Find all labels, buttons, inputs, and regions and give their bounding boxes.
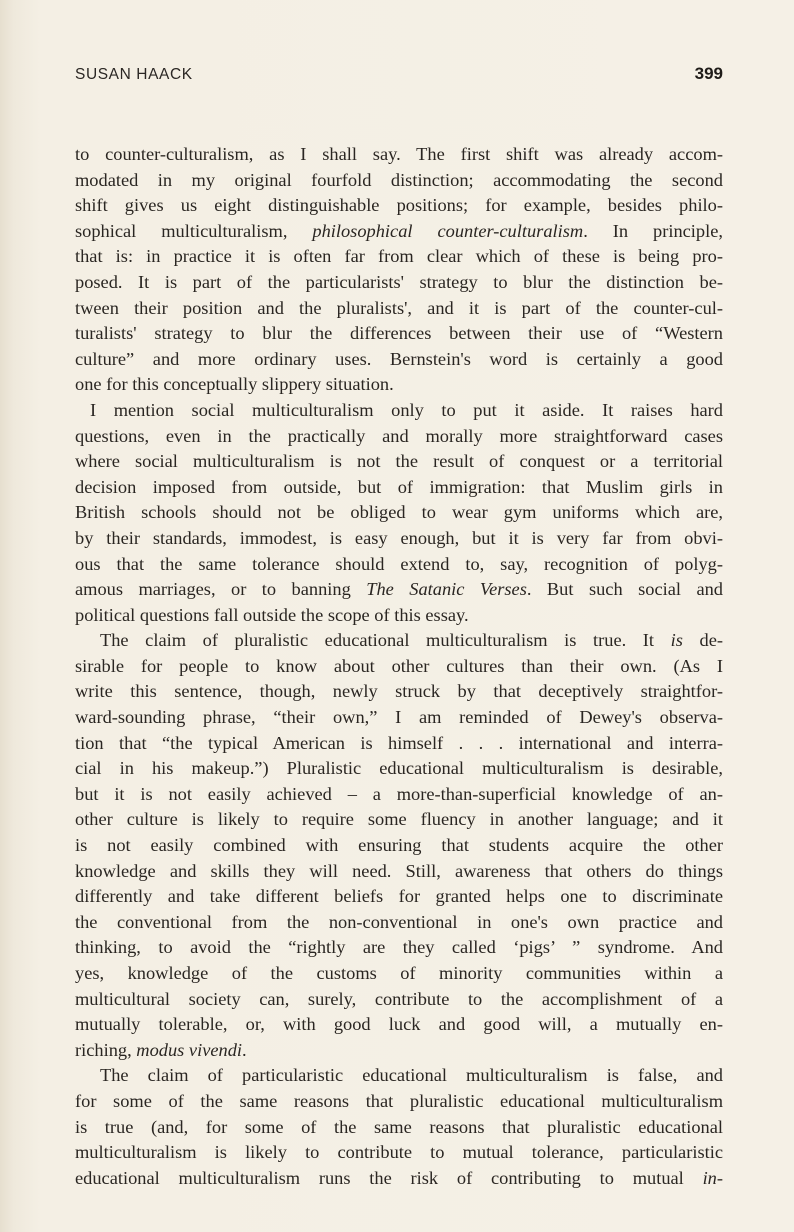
- text-line: yes, knowledge of the customs of minority communities within a: [75, 963, 723, 983]
- italic-hyphenated-word: in-: [702, 1167, 723, 1188]
- text-line: ward-sounding phrase, “their own,” I am reminded of Dewey's observa-: [75, 707, 723, 728]
- text-line: other culture is likely to require some fluency in another language; and it: [75, 809, 723, 830]
- text-run: . In principle,: [583, 220, 723, 241]
- text-line: write this sentence, though, newly struck by that deceptively straightfor-: [75, 681, 723, 702]
- text-run: riching,: [75, 1039, 137, 1060]
- text-line: knowledge and skills they will need. Still, awareness that others do things: [75, 860, 723, 881]
- text-line: British schools should not be obliged to wear gym uniforms which are,: [75, 502, 723, 523]
- italic-title: The Satanic Verses: [366, 579, 527, 600]
- text-line: but it is not easily achieved – a more-than-superficial knowledge of an-: [75, 783, 723, 804]
- text-line: by their standards, immodest, is easy enough, but it is very far from obvi-: [75, 527, 723, 548]
- text-run: . But such social and: [526, 579, 723, 600]
- text-line: where social multiculturalism is not the result of conquest or a territorial: [75, 451, 723, 472]
- running-head-author: SUSAN HAACK: [75, 66, 193, 83]
- text-line: one for this conceptually slippery situation.: [75, 374, 394, 395]
- text-line: I mention social multiculturalism only to put it aside. It raises hard: [90, 399, 723, 420]
- text-line: turalists' strategy to blur the differences between their use of “Western: [75, 323, 723, 344]
- text-line: cial in his makeup.”) Pluralistic educational multiculturalism is desirable,: [75, 758, 723, 779]
- running-head: [75, 64, 723, 86]
- text-run: .: [242, 1039, 247, 1060]
- text-line: culture” and more ordinary uses. Bernstein's word is certainly a good: [75, 348, 723, 369]
- text-line: multicultural society can, surely, contribute to the accomplishment of a: [75, 988, 723, 1009]
- text-line: political questions fall outside the scope of this essay.: [75, 604, 469, 625]
- text-line: tion that “the typical American is himself . . . international and interra-: [75, 732, 723, 753]
- text-line: tween their position and the pluralists', and it is part of the counter-cul-: [75, 297, 723, 318]
- text-line: [75, 1166, 723, 1192]
- text-line: sirable for people to know about other cultures than their own. (As I: [75, 655, 723, 676]
- text-line: thinking, to avoid the “rightly are they called ‘pigs’ ” syndrome. And: [75, 937, 723, 958]
- text-line: is true (and, for some of the same reasons that pluralistic educational: [75, 1116, 723, 1137]
- text-line: decision imposed from outside, but of immigration: that Muslim girls in: [75, 476, 723, 497]
- text-line: modated in my original fourfold distinction; accommodating the second: [75, 169, 723, 190]
- text-line: posed. It is part of the particularists' strategy to blur the distinction be-: [75, 271, 723, 292]
- body-text: [75, 142, 723, 1191]
- text-line: for some of the same reasons that pluralistic educational multiculturalism: [75, 1090, 723, 1111]
- page-number: 399: [694, 64, 723, 83]
- italic-phrase: modus vivendi: [136, 1039, 243, 1060]
- text-line: the conventional from the non-conventional in one's own practice and: [75, 911, 723, 932]
- text-line: [75, 219, 723, 245]
- italic-emphasis: is: [670, 630, 683, 651]
- text-line: mutually tolerable, or, with good luck and good will, a mutually en-: [75, 1014, 723, 1035]
- text-line: The claim of particularistic educational multiculturalism is false, and: [100, 1065, 723, 1086]
- text-run: The claim of pluralistic educational multiculturalism is true. It: [100, 630, 671, 651]
- text-line: to counter-culturalism, as I shall say. The first shift was already accom-: [75, 144, 723, 164]
- text-line: [75, 577, 723, 603]
- text-run: educational multiculturalism runs the risk of contributing to mutual: [75, 1167, 703, 1188]
- text-run: amous marriages, or to banning: [75, 579, 367, 600]
- text-line: [75, 628, 723, 654]
- text-line: shift gives us eight distinguishable positions; for example, besides philo-: [75, 195, 723, 216]
- italic-term: philosophical counter-culturalism: [312, 220, 584, 241]
- text-line: is not easily combined with ensuring that students acquire the other: [75, 835, 723, 856]
- text-line: questions, even in the practically and morally more straightforward cases: [75, 425, 723, 446]
- text-line: [75, 1038, 723, 1064]
- text-run: sophical multiculturalism,: [75, 220, 313, 241]
- text-line: that is: in practice it is often far from clear which of these is being pro-: [75, 246, 723, 267]
- text-line: differently and take different beliefs for granted helps one to discriminate: [75, 886, 723, 907]
- text-run: de-: [682, 630, 723, 651]
- text-line: multiculturalism is likely to contribute to mutual tolerance, particularistic: [75, 1142, 723, 1163]
- text-line: ous that the same tolerance should extend to, say, recognition of polyg-: [75, 553, 723, 574]
